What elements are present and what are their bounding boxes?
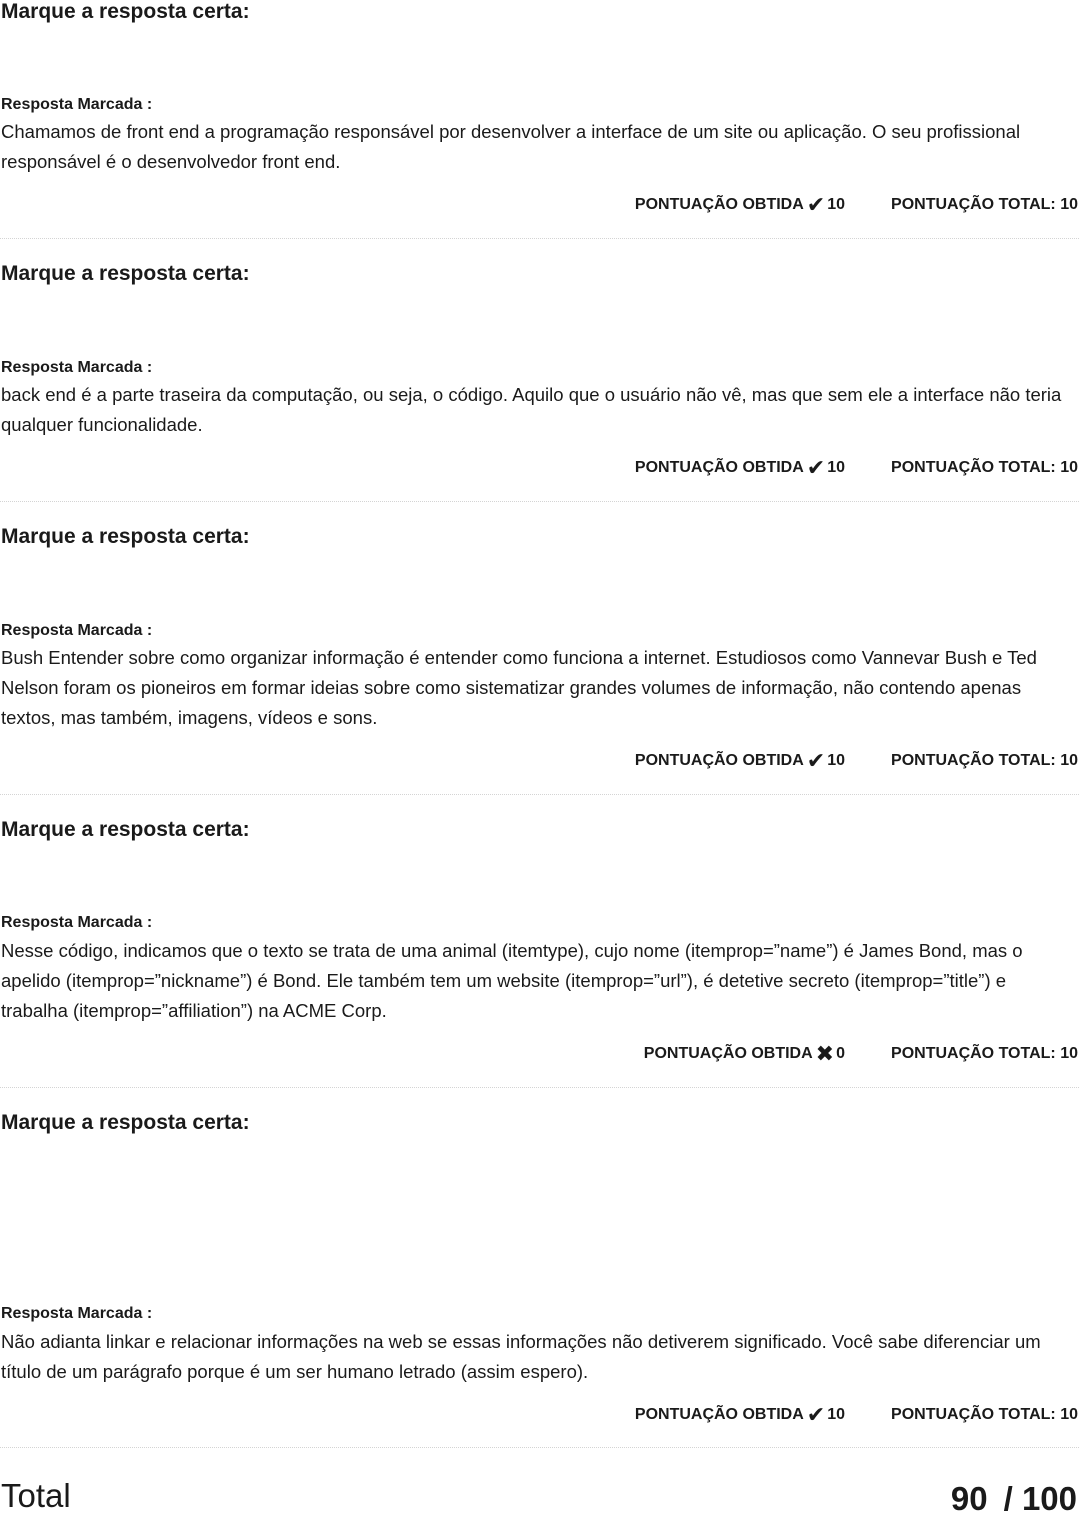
question-title: Marque a resposta certa: — [1, 818, 250, 841]
answer-label: Resposta Marcada : — [1, 622, 153, 639]
score-row — [644, 1043, 1078, 1065]
question-title: Marque a resposta certa: — [1, 262, 250, 285]
score-row — [635, 1404, 1078, 1426]
score-row — [635, 750, 1078, 772]
score-obtained-value: 0 — [836, 1045, 846, 1062]
divider — [0, 1447, 1079, 1448]
question-title: Marque a resposta certa: — [1, 0, 250, 23]
score-obtained-value: 10 — [827, 1406, 846, 1423]
score-obtained-label: PONTUAÇÃO OBTIDA — [634, 1406, 804, 1423]
score-obtained-label: PONTUAÇÃO OBTIDA — [634, 196, 804, 213]
score-total — [891, 196, 1078, 214]
score-total-value: 10 — [1060, 459, 1078, 476]
score-total-label: PONTUAÇÃO TOTAL: — [891, 1045, 1056, 1062]
answer-text: Não adianta linkar e relacionar informações na web se essas informações não detiverem significado. Você sabe diferenciar um título de um parágrafo porque é um ser humano letrado (assim espero). — [1, 1331, 1041, 1382]
score-obtained-value: 10 — [827, 196, 846, 213]
total-label: Total — [1, 1477, 71, 1514]
score-total-value: 10 — [1060, 1406, 1078, 1423]
score-total — [891, 1045, 1078, 1063]
divider — [0, 1087, 1079, 1088]
score-total-label: PONTUAÇÃO TOTAL: — [891, 459, 1056, 476]
score-total — [891, 752, 1078, 770]
score-obtained — [635, 750, 845, 772]
cross-icon: ✖ — [815, 1041, 835, 1066]
question-title: Marque a resposta certa: — [1, 1111, 250, 1134]
score-obtained — [635, 1404, 845, 1426]
answer-text: Bush Entender sobre como organizar informação é entender como funciona a internet. Estudiosos como Vannevar Bush e Ted Nelson foram os pioneiros em formar ideias sobre como sistematizar grandes volumes de informação, não contendo apenas textos, mas também, imagens, vídeos e sons. — [1, 647, 1037, 728]
score-total-label: PONTUAÇÃO TOTAL: — [891, 1406, 1056, 1423]
checkmark-icon: ✔ — [806, 748, 826, 773]
score-obtained-label: PONTUAÇÃO OBTIDA — [634, 752, 804, 769]
answer-label: Resposta Marcada : — [1, 914, 153, 931]
answer-label: Resposta Marcada : — [1, 1305, 153, 1322]
score-obtained-value: 10 — [827, 459, 846, 476]
score-obtained — [635, 194, 845, 216]
answer-text: back end é a parte traseira da computação, ou seja, o código. Aquilo que o usuário não vê, mas que sem ele a interface não teria qualquer funcionalidade. — [1, 384, 1062, 435]
divider — [0, 238, 1079, 239]
score-total-value: 10 — [1060, 752, 1078, 769]
total-score — [951, 1480, 1077, 1518]
score-total-label: PONTUAÇÃO TOTAL: — [891, 196, 1056, 213]
answer-text: Nesse código, indicamos que o texto se trata de uma animal (itemtype), cujo nome (itemprop=”name”) é James Bond, mas o apelido (itemprop=”nickname”) é Bond. Ele também tem um website (itemprop=”url”), é detetive secreto (itemprop=”title”) e trabalha (itemprop=”affiliation”) na ACME Corp. — [1, 940, 1023, 1021]
checkmark-icon: ✔ — [806, 1402, 826, 1427]
total-obtained: 90 — [950, 1480, 988, 1517]
score-obtained-label: PONTUAÇÃO OBTIDA — [634, 459, 804, 476]
score-total-label: PONTUAÇÃO TOTAL: — [891, 752, 1056, 769]
score-obtained — [644, 1043, 845, 1065]
divider — [0, 794, 1079, 795]
total-separator: / — [1003, 1480, 1013, 1517]
question-title: Marque a resposta certa: — [1, 525, 250, 548]
score-total-value: 10 — [1060, 196, 1078, 213]
score-total — [891, 459, 1078, 477]
checkmark-icon: ✔ — [806, 455, 826, 480]
score-row — [635, 194, 1078, 216]
divider — [0, 501, 1079, 502]
score-total-value: 10 — [1060, 1045, 1078, 1062]
score-obtained-value: 10 — [827, 752, 846, 769]
total-max: 100 — [1021, 1480, 1077, 1517]
score-obtained — [635, 457, 845, 479]
answer-label: Resposta Marcada : — [1, 96, 153, 113]
checkmark-icon: ✔ — [806, 192, 826, 217]
answer-label: Resposta Marcada : — [1, 359, 153, 376]
score-obtained-label: PONTUAÇÃO OBTIDA — [643, 1045, 813, 1062]
score-total — [891, 1406, 1078, 1424]
answer-text: Chamamos de front end a programação responsável por desenvolver a interface de um site ou aplicação. O seu profissional responsável é o desenvolvedor front end. — [1, 121, 1021, 172]
score-row — [635, 457, 1078, 479]
